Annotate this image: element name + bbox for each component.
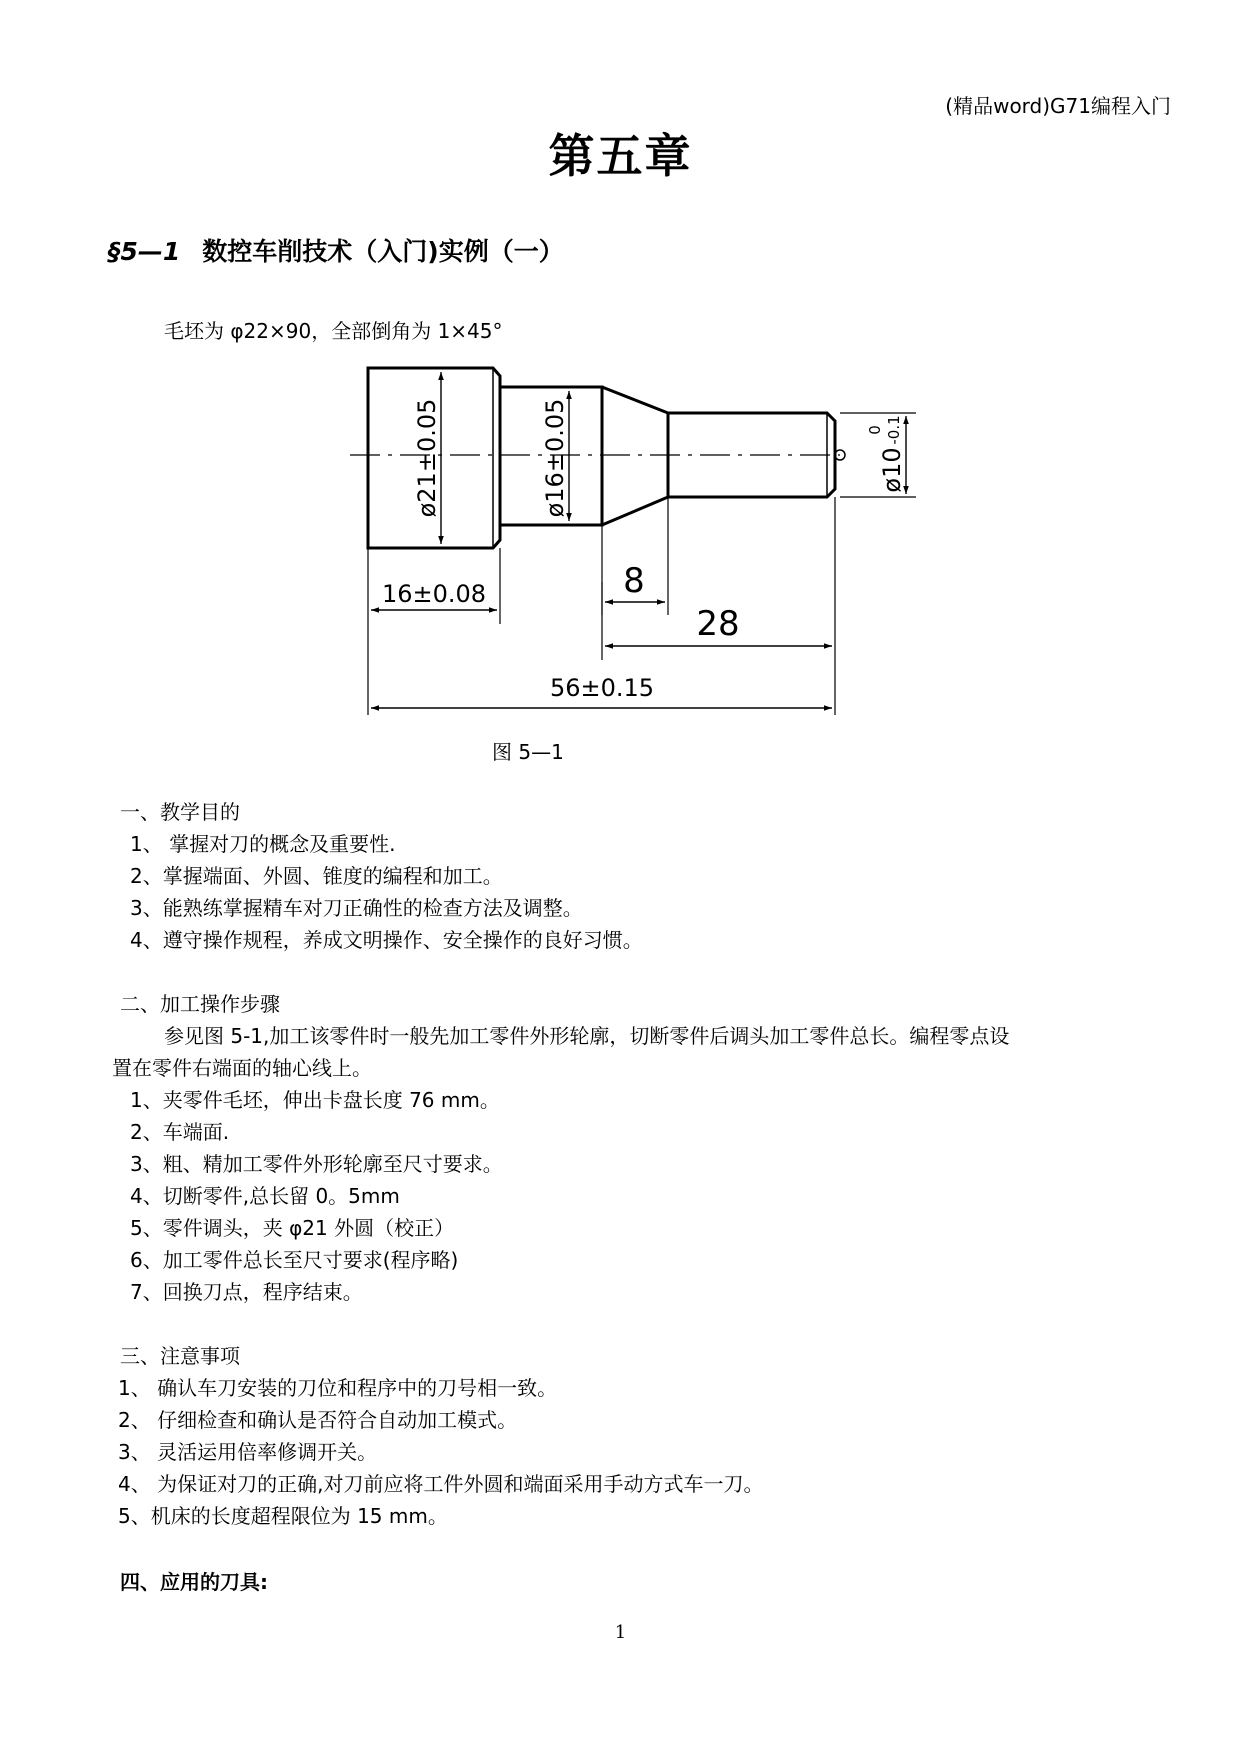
step-item: 5、零件调头，夹 φ21 外圆（校正） xyxy=(130,1216,455,1240)
notes-heading: 三、注意事项 xyxy=(120,1344,240,1368)
steps-heading: 二、加工操作步骤 xyxy=(120,992,280,1016)
dim-text-16: 16±0.08 xyxy=(381,580,487,608)
note-item: 1、 确认车刀安装的刀位和程序中的刀号相一致。 xyxy=(118,1376,558,1400)
dim-text-d21: ø21±0.05 xyxy=(413,398,441,518)
note-item: 3、 灵活运用倍率修调开关。 xyxy=(118,1440,378,1464)
step-item: 7、回换刀点，程序结束。 xyxy=(130,1280,363,1304)
section-number: §5—1 xyxy=(108,237,181,266)
note-item: 2、 仔细检查和确认是否符合自动加工模式。 xyxy=(118,1408,518,1432)
note-item: 5、机床的长度超程限位为 15 mm。 xyxy=(118,1504,448,1528)
part-taper xyxy=(602,387,668,525)
teaching-goal-item: 4、遵守操作规程，养成文明操作、安全操作的良好习惯。 xyxy=(130,928,643,952)
step-item: 3、粗、精加工零件外形轮廓至尺寸要求。 xyxy=(130,1152,503,1176)
part-drawing xyxy=(0,0,1241,760)
step-item: 4、切断零件,总长留 0。5mm xyxy=(130,1184,400,1208)
steps-intro-line1: 参见图 5-1,加工该零件时一般先加工零件外形轮廓，切断零件后调头加工零件总长。编程零点设 xyxy=(164,1024,1010,1048)
dim-text-d10-tol-lower: -0.1 xyxy=(885,415,903,445)
page-header: (精品word)G71编程入门 xyxy=(945,94,1171,118)
teaching-goal-item: 2、掌握端面、外圆、锥度的编程和加工。 xyxy=(130,864,503,888)
section-title: 数控车削技术（入门)实例（一） xyxy=(202,237,564,266)
page-number: 1 xyxy=(614,1622,627,1643)
step-item: 1、夹零件毛坯，伸出卡盘长度 76 mm。 xyxy=(130,1088,500,1112)
step-item: 2、车端面. xyxy=(130,1120,230,1144)
step-item: 6、加工零件总长至尺寸要求(程序略) xyxy=(130,1248,459,1272)
tools-heading: 四、应用的刀具: xyxy=(120,1570,268,1594)
dim-text-8: 8 xyxy=(623,561,645,601)
note-item: 4、 为保证对刀的正确,对刀前应将工件外圆和端面采用手动方式车一刀。 xyxy=(118,1472,764,1496)
figure-caption: 图 5—1 xyxy=(492,740,564,764)
dim-text-d10: ø10 xyxy=(878,447,906,493)
teaching-goal-item: 3、能熟练掌握精车对刀正确性的检查方法及调整。 xyxy=(130,896,583,920)
blank-spec: 毛坯为 φ22×90，全部倒角为 1×45° xyxy=(164,319,503,343)
dim-text-56: 56±0.15 xyxy=(549,674,655,702)
dim-text-28: 28 xyxy=(696,604,740,644)
dim-text-d16: ø16±0.05 xyxy=(541,398,569,518)
chapter-title: 第五章 xyxy=(548,129,693,183)
dim-text-d10-tol-upper: 0 xyxy=(866,425,884,435)
teaching-goals-heading: 一、教学目的 xyxy=(120,800,240,824)
steps-intro-line2: 置在零件右端面的轴心线上。 xyxy=(112,1056,372,1080)
teaching-goal-item: 1、 掌握对刀的概念及重要性. xyxy=(130,832,396,856)
